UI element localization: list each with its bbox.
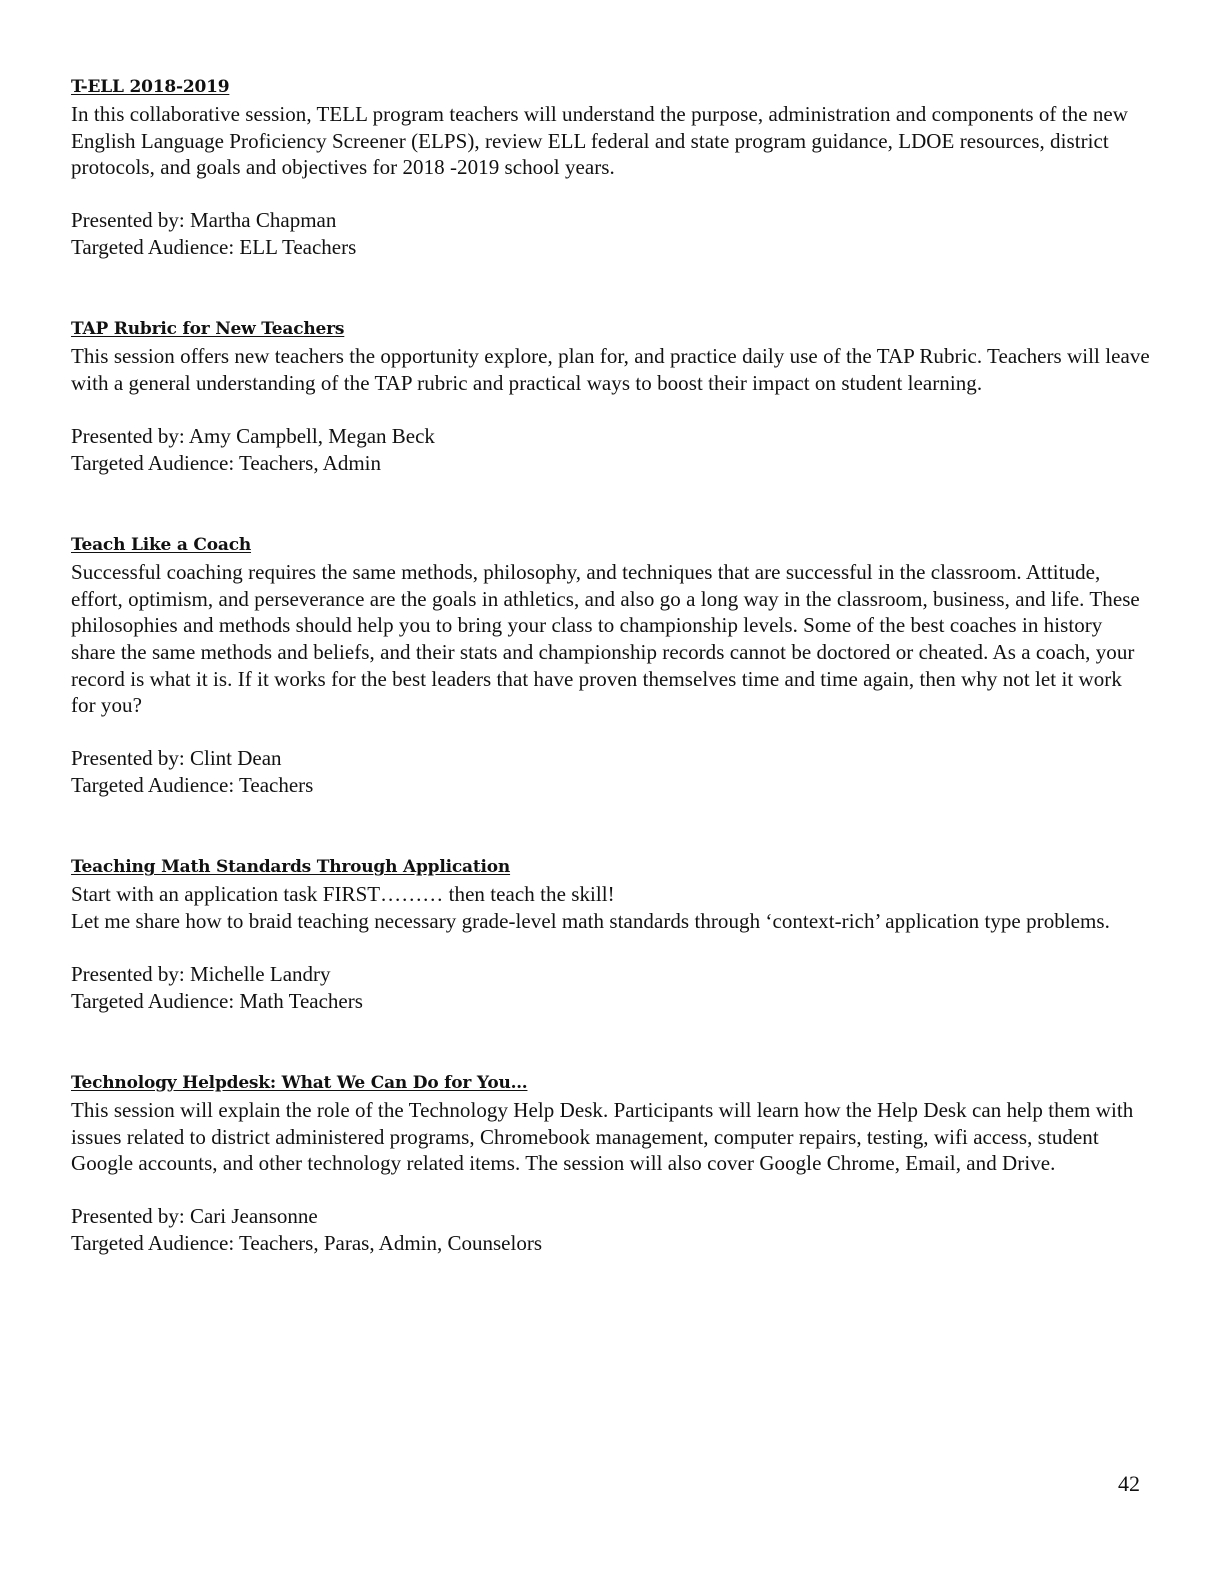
- session-description: In this collaborative session, TELL program teachers will understand the purpose, administration and components of the new English Language Proficiency Screener (ELPS), review ELL federal and state program guidance, LDOE resources, district protocols, and goals and objectives for 2018 -2019 school years.: [71, 102, 1129, 180]
- session-description: This session will explain the role of the Technology Help Desk. Participants will learn how the Help Desk can help them with issues related to district administered programs, Chromebook management, computer repairs, testing, wifi access, student Google accounts, and other technology related items. The session will also cover Google Chrome, Email, and Drive.: [71, 1098, 1134, 1176]
- targeted-audience: Targeted Audience: Teachers: [71, 773, 314, 798]
- presented-by: Presented by: Amy Campbell, Megan Beck: [71, 424, 435, 449]
- targeted-audience: Targeted Audience: ELL Teachers: [71, 235, 357, 260]
- session-teach-like-a-coach: [71, 532, 1151, 799]
- targeted-audience: Targeted Audience: Math Teachers: [71, 989, 363, 1014]
- targeted-audience: Targeted Audience: Teachers, Paras, Admin, Counselors: [71, 1231, 543, 1256]
- session-technology-helpdesk: [71, 1070, 1151, 1257]
- presented-by: Presented by: Martha Chapman: [71, 208, 337, 233]
- presented-by: Presented by: Michelle Landry: [71, 962, 331, 987]
- session-title: Teach Like a Coach: [71, 535, 252, 556]
- session-description-line-1: Start with an application task FIRST……… then teach the skill!: [71, 882, 615, 907]
- session-description: This session offers new teachers the opportunity explore, plan for, and practice daily use of the TAP Rubric. Teachers will leave with a general understanding of the TAP rubric and practical ways to boost their impact on student learning.: [71, 344, 1150, 395]
- presented-by: Presented by: Cari Jeansonne: [71, 1204, 318, 1229]
- session-title: Technology Helpdesk: What We Can Do for You…: [71, 1073, 528, 1094]
- session-teaching-math-standards: [71, 854, 1151, 1015]
- document-page: [71, 74, 1151, 1257]
- session-title: Teaching Math Standards Through Application: [71, 857, 511, 878]
- session-tap-rubric: [71, 316, 1151, 477]
- presented-by: Presented by: Clint Dean: [71, 746, 282, 771]
- session-title: T-ELL 2018-2019: [71, 77, 230, 97]
- session-description-line-2: Let me share how to braid teaching necessary grade-level math standards through ‘context-rich’ application type problems.: [71, 908, 1110, 933]
- session-t-ell: [71, 74, 1151, 261]
- page-number: 42: [1118, 1471, 1140, 1496]
- session-title: TAP Rubric for New Teachers: [71, 319, 345, 340]
- session-description: Successful coaching requires the same methods, philosophy, and techniques that are successful in the classroom. Attitude, effort, optimism, and perseverance are the goals in athletics, and also go a long way in the classroom, business, and life. These philosophies and methods should help you to bring your class to championship levels. Some of the best coaches in history share the same methods and beliefs, and their stats and championship records cannot be doctored or cheated. As a coach, your record is what it is. If it works for the best leaders that have proven themselves time and time again, then why not let it work for you?: [71, 560, 1140, 718]
- targeted-audience: Targeted Audience: Teachers, Admin: [71, 451, 382, 476]
